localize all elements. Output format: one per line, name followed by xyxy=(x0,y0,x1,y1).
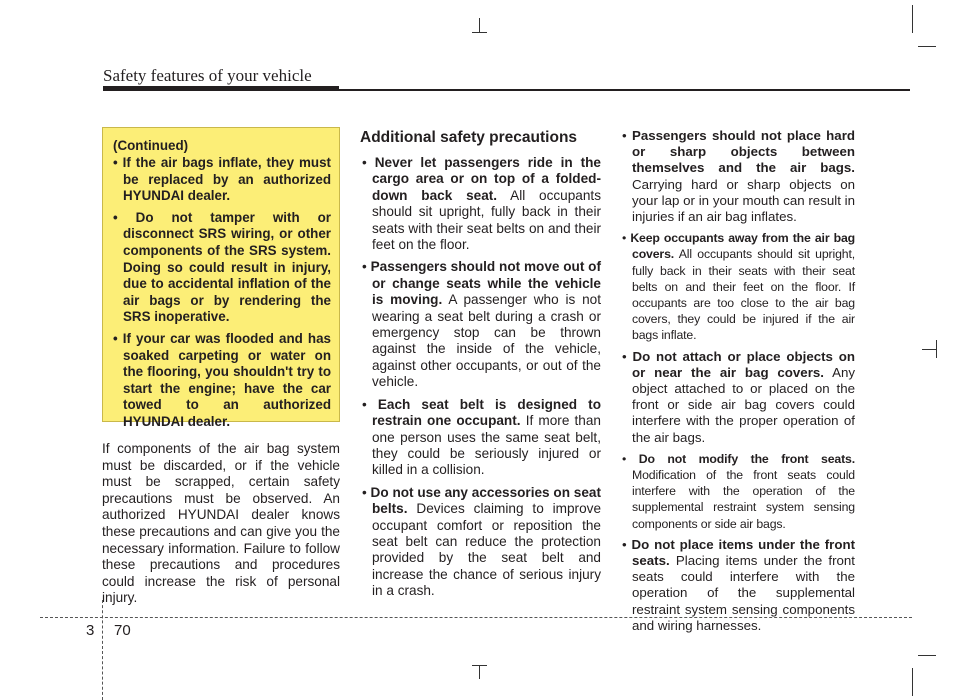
precaution-item: • Passengers should not move out of or change seats while the vehicle is moving. A passenger who is not wearing a seat belt during a crash or emergency stop can be thrown against the inside of the vehicle, against other occupants, or out of the vehicle. xyxy=(362,259,601,390)
header-rule-thick xyxy=(103,86,339,91)
warning-item: • If your car was flooded and has soaked carpeting or water on the flooring, you shouldn't try to start the engine; have the car towed to an authorized HYUNDAI dealer. xyxy=(113,330,331,429)
column-three xyxy=(620,128,855,639)
precaution-item: • Never let passengers ride in the cargo area or on top of a folded-down back seat. All occupants should sit upright, fully back in their seats with their seat belts on and their feet on the floor. xyxy=(362,155,602,253)
running-title: Safety features of your vehicle xyxy=(103,66,312,85)
section-heading: Additional safety precautions xyxy=(360,129,578,146)
warning-list xyxy=(111,155,331,431)
precaution-item: • Do not use any accessories on seat belts. Devices claiming to improve occupant comfort or reposition the seat belt can reduce the protection provided by the seat belt and increase the chance of serious injury in a crash. xyxy=(362,484,601,599)
precautions-list-b xyxy=(620,128,855,634)
warning-item: • Do not tamper with or disconnect SRS wiring, or other components of the SRS system. Doing so could result in injury, due to accidental inflation of the air bags or by rendering the SRS inoperative. xyxy=(113,209,331,325)
precaution-item: • Do not place items under the front seats. Placing items under the front seats could interfere with the operation of the supplemental restraint system sensing components and wiring harnesses. xyxy=(622,536,855,633)
page-number: 70 xyxy=(114,622,131,639)
disposal-paragraph: If components of the air bag system must be discarded, or if the vehicle must be scrapped, certain safety precautions must be observed. An authorized HYUNDAI dealer knows these precautions and can give you the necessary information. Failure to follow these precautions and procedures could increase the risk of personal injury. xyxy=(102,441,340,606)
precaution-item: • Do not attach or place objects on or near the air bag covers. Any object attached to or placed on the front or side air bag covers could interfere with the proper operation of the air bags. xyxy=(622,348,855,445)
footer-rule xyxy=(40,617,912,618)
header-rule-thin xyxy=(339,89,910,91)
precaution-item: • Keep occupants away from the air bag covers. All occupants should sit upright, fully back in their seats with their seat belts on and their feet on the floor. If occupants are too close to the air bag covers, they could be injured if the air bags inflate. xyxy=(622,231,856,343)
footer-divider xyxy=(102,600,103,700)
precaution-item: • Each seat belt is designed to restrain one occupant. If more than one person uses the same seat belt, they could be seriously injured or killed in a collision. xyxy=(362,396,601,478)
warning-heading: (Continued) xyxy=(113,138,189,153)
precaution-item: • Passengers should not place hard or sharp objects between themselves and the air bags. Carrying hard or sharp objects on your lap or in your mouth can result in injuries if an air bag inflates. xyxy=(622,128,855,225)
chapter-number: 3 xyxy=(86,622,95,639)
column-two xyxy=(360,128,601,606)
precautions-list-a xyxy=(360,155,601,600)
warning-item: • If the air bags inflate, they must be replaced by an authorized HYUNDAI dealer. xyxy=(113,155,331,204)
warning-box xyxy=(102,127,340,429)
precaution-item: • Do not modify the front seats. Modification of the front seats could interfere with the operation of the supplemental restraint system sensing components or side air bags. xyxy=(622,451,855,531)
